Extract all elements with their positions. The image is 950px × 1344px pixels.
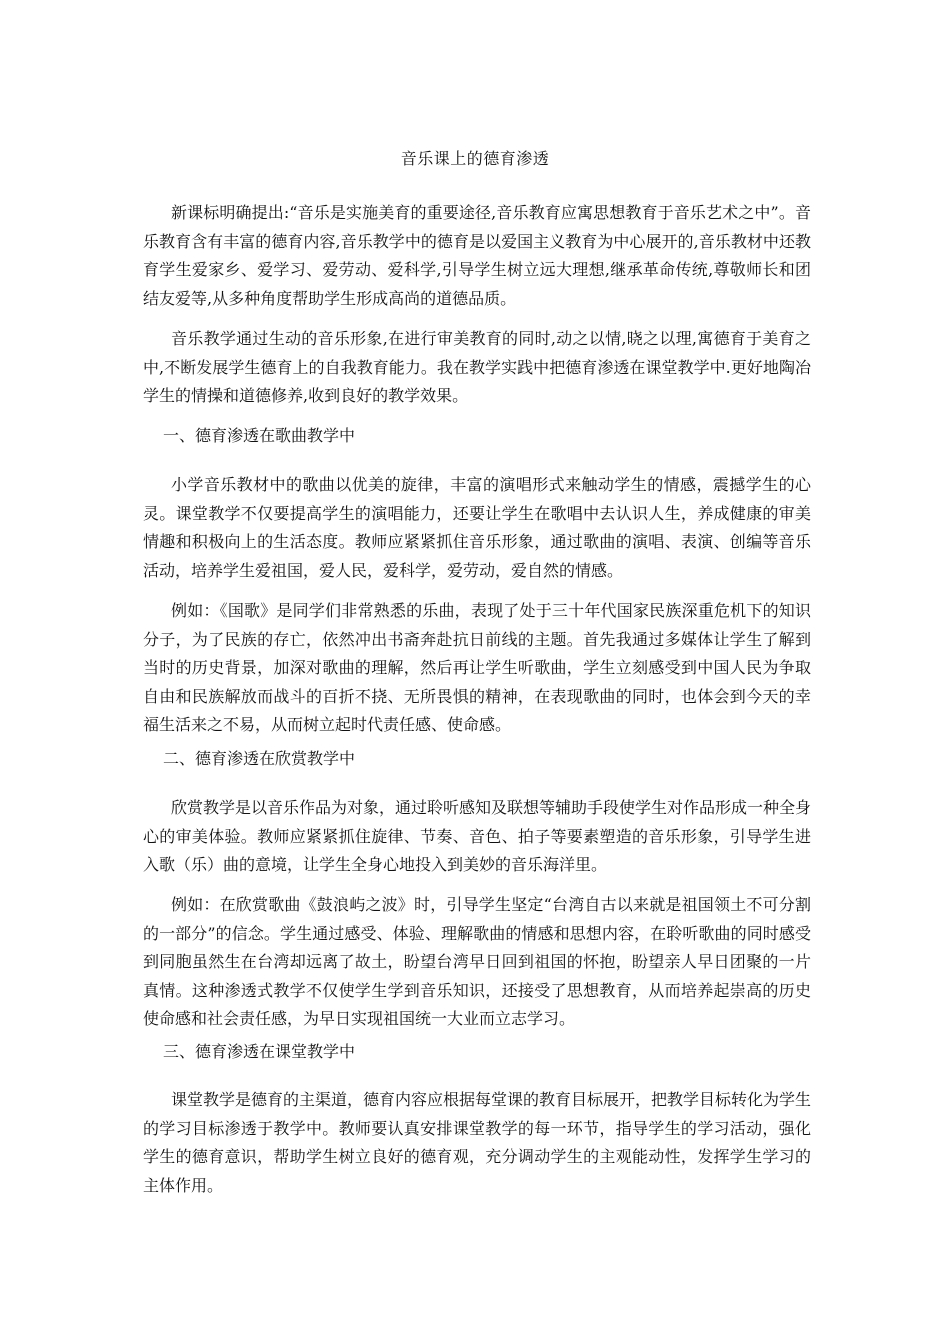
paragraph-example-gulangyu: 例如：在欣赏歌曲《鼓浪屿之波》时，引导学生坚定“台湾自古以来就是祖国领土不可分割的一部分”的信念。学生通过感受、体验、理解歌曲的情感和思想内容，在聆听歌曲的同时感受到同胞虽然生在台湾却远离了故土，盼望台湾早日回到祖国的怀抱，盼望亲人早日团聚的一片真情。这种渗透式教学不仅使学生学到音乐知识，还接受了思想教育，从而培养起崇高的历史使命感和社会责任感，为早日实现祖国统一大业而立志学习。 <box>143 895 811 1028</box>
paragraph-example-anthem: 例如：《国歌》是同学们非常熟悉的乐曲，表现了处于三十年代国家民族深重危机下的知识分子，为了民族的存亡，依然冲出书斋奔赴抗日前线的主题。首先我通过多媒体让学生了解到当时的历史背景，加深对歌曲的理解，然后再让学生听歌曲，学生立刻感受到中国人民为争取自由和民族解放而战斗的百折不挠、无所畏惧的精神，在表现歌曲的同时，也体会到今天的幸福生活来之不易，从而树立起时代责任感、使命感。 <box>143 601 811 734</box>
paragraph-appreciation-teaching: 欣赏教学是以音乐作品为对象，通过聆听感知及联想等辅助手段使学生对作品形成一种全身心的审美体验。教师应紧紧抓住旋律、节奏、音色、拍子等要素塑造的音乐形象，引导学生进入歌（乐）曲的意境，让学生全身心地投入到美妙的音乐海洋里。 <box>143 798 812 874</box>
paragraph-intro: 新课标明确提出:“音乐是实施美育的重要途径,音乐教育应寓思想教育于音乐艺术之中”。音乐教育含有丰富的德育内容,音乐教学中的德育是以爱国主义教育为中心展开的,音乐教材中还教育学生爱家乡、爱学习、爱劳动、爱科学,引导学生树立远大理想,继承革命传统,尊敬师长和团结友爱等,从多种角度帮助学生形成高尚的道德品质。 <box>143 203 811 308</box>
section-heading-1: 一、德育渗透在歌曲教学中 <box>163 426 356 445</box>
paragraph-classroom-teaching: 课堂教学是德育的主渠道，德育内容应根据每堂课的教育目标展开，把教学目标转化为学生的学习目标渗透于教学中。教师要认真安排课堂教学的每一环节，指导学生的学习活动，强化学生的德育意识，帮助学生树立良好的德育观，充分调动学生的主观能动性，发挥学生学习的主体作用。 <box>143 1090 812 1195</box>
document-title: 音乐课上的德育渗透 <box>400 149 550 168</box>
paragraph-song-teaching: 小学音乐教材中的歌曲以优美的旋律，丰富的演唱形式来触动学生的情感，震撼学生的心灵。课堂教学不仅要提高学生的演唱能力，还要让学生在歌唱中去认识人生，养成健康的审美情趣和积极向上的生活态度。教师应紧紧抓住音乐形象，通过歌曲的演唱、表演、创编等音乐活动，培养学生爱祖国，爱人民，爱科学，爱劳动，爱自然的情感。 <box>143 475 811 580</box>
section-heading-3: 三、德育渗透在课堂教学中 <box>163 1042 356 1061</box>
section-heading-2: 二、德育渗透在欣赏教学中 <box>163 749 356 768</box>
paragraph-overview: 音乐教学通过生动的音乐形象,在进行审美教育的同时,动之以情,晓之以理,寓德育于美育之中,不断发展学生德育上的自我教育能力。我在教学实践中把德育渗透在课堂教学中.更好地陶冶学生的情操和道德修养,收到良好的教学效果。 <box>143 329 811 405</box>
